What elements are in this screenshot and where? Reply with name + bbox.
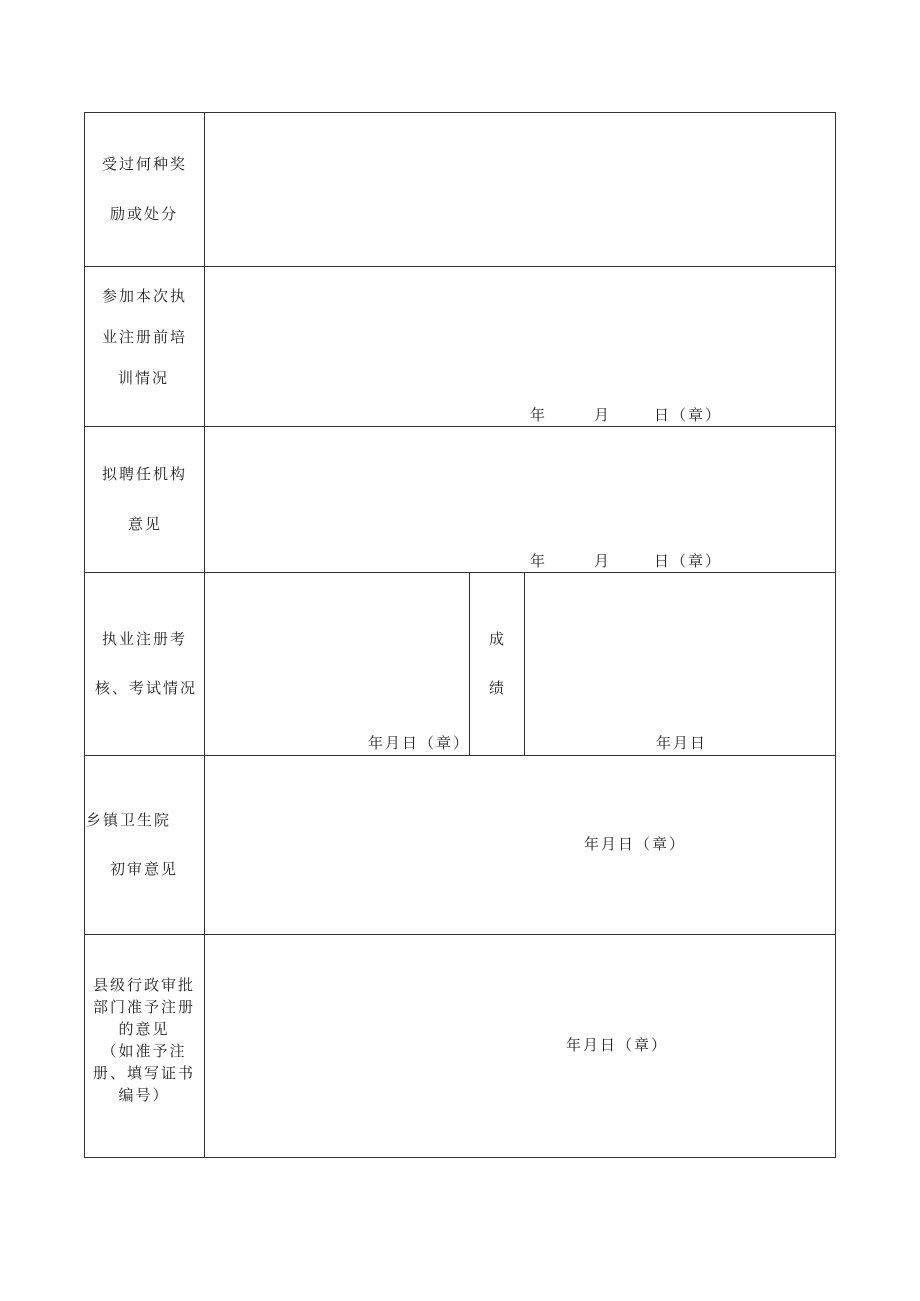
training-date-year: 年 bbox=[530, 406, 548, 424]
assessment-content-field[interactable] bbox=[205, 573, 469, 723]
rewards-content-field[interactable] bbox=[205, 113, 835, 266]
rewards-label-line2: 励或处分 bbox=[110, 205, 179, 223]
county-label-line2: 部门准予注册 bbox=[92, 998, 195, 1016]
county-label bbox=[84, 974, 204, 1106]
score-field[interactable] bbox=[525, 573, 835, 723]
county-label-line4: （如准予注 bbox=[101, 1042, 187, 1060]
county-label-line1: 县级行政审批 bbox=[92, 976, 195, 994]
rewards-label-line1: 受过何种奖 bbox=[102, 155, 188, 173]
institution-content-field[interactable] bbox=[205, 427, 835, 547]
institution-label-line2: 意见 bbox=[128, 515, 163, 533]
registration-form-table bbox=[84, 112, 836, 1158]
county-date-seal: 年月日（章） bbox=[566, 1036, 669, 1054]
training-label-line1: 参加本次执 bbox=[102, 287, 188, 305]
assessment-label-line1: 执业注册考 bbox=[102, 630, 188, 648]
table-border-bottom bbox=[84, 1157, 836, 1158]
score-label-char1: 成 bbox=[489, 630, 507, 648]
township-label-line2: 初审意见 bbox=[110, 860, 179, 878]
township-label-line1: 乡镇卫生院 bbox=[86, 811, 172, 829]
institution-date-month: 月 bbox=[594, 552, 612, 570]
score-label-char2: 绩 bbox=[489, 679, 507, 697]
county-label-line5: 册、填写证书 bbox=[92, 1064, 195, 1082]
training-content-field[interactable] bbox=[205, 267, 835, 397]
table-border-right bbox=[835, 112, 836, 1158]
training-date-day-seal: 日（章） bbox=[654, 406, 723, 424]
training-label-line3: 训情况 bbox=[118, 369, 170, 387]
township-date-seal: 年月日（章） bbox=[584, 835, 687, 853]
county-content-field[interactable] bbox=[205, 935, 835, 1157]
township-content-field[interactable] bbox=[205, 756, 835, 934]
institution-date-year: 年 bbox=[530, 552, 548, 570]
assessment-date-right: 年月日 bbox=[656, 734, 708, 752]
county-label-line3: 的意见 bbox=[118, 1020, 170, 1038]
assessment-date-left: 年月日（章） bbox=[368, 734, 471, 752]
county-label-line6: 编号） bbox=[118, 1086, 170, 1104]
training-label-line2: 业注册前培 bbox=[102, 328, 188, 346]
institution-label-line1: 拟聘任机构 bbox=[102, 465, 188, 483]
assessment-label-line2: 核、考试情况 bbox=[95, 679, 198, 697]
score-column-divider-left bbox=[469, 572, 470, 755]
training-date-month: 月 bbox=[594, 406, 612, 424]
institution-date-day-seal: 日（章） bbox=[654, 552, 723, 570]
